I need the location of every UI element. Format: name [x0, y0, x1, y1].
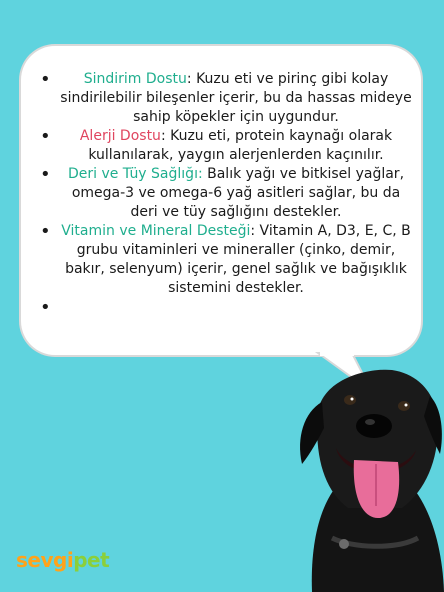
list-item [40, 165, 412, 222]
item-text: Balık yağı ve bitkisel yağlar, omega-3 ve omega-6 yağ asitleri sağlar, bu da deri ve tüy sağlığını destekler. [71, 166, 405, 220]
item-title: Deri ve Tüy Sağlığı: [67, 166, 203, 182]
item-text: : Vitamin A, D3, E, C, B grubu vitaminleri ve mineraller (çinko, demir, bakır, selenyum) içerir, genel sağlık ve bağışıklık sistemini destekler. [65, 223, 411, 296]
item-title: Vitamin ve Mineral Desteği [61, 223, 251, 239]
brand-logo [16, 548, 109, 572]
item-title: Alerji Dostu [79, 128, 161, 144]
item-title: Sindirim Dostu [83, 71, 187, 87]
dog-illustration [292, 368, 444, 592]
list-item [40, 70, 412, 127]
list-item [40, 127, 412, 165]
item-text: : Kuzu eti ve pirinç gibi kolay sindirilebilir bileşenler içerir, bu da hassas mideye sahip köpekler için uygundur. [60, 71, 412, 125]
item-text: : Kuzu eti, protein kaynağı olarak kullanılarak, yaygın alerjenlerden kaçınılır. [88, 128, 393, 163]
logo-part-2: pet [73, 548, 110, 572]
logo-part-1: sevgi [16, 548, 74, 572]
list-item [40, 222, 412, 298]
feature-list [40, 70, 412, 298]
